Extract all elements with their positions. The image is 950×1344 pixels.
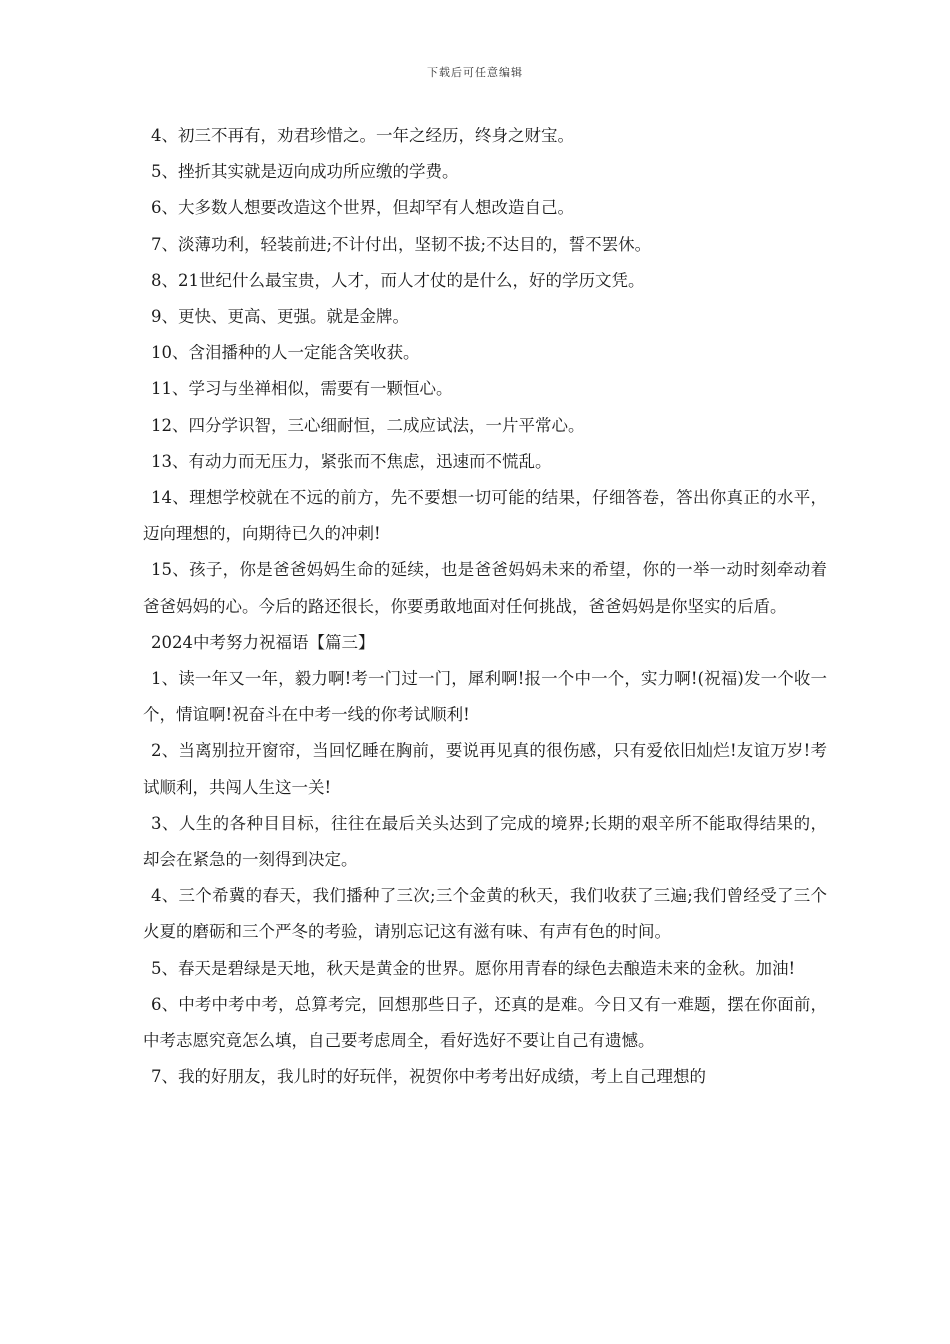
document-body [143,118,827,1095]
paragraph-9: 9、更快、更高、更强。就是金牌。 [151,307,409,327]
paragraph-7: 7、淡薄功利，轻装前进;不计付出，坚韧不拔;不达目的，誓不罢休。 [151,234,652,254]
section-heading: 2024中考努力祝福语【篇三】 [151,632,375,652]
wish-1: 1、读一年又一年，毅力啊!考一门过一门，犀利啊!报一个中一个，实力啊!(祝福)发一个收一个，情谊啊!祝奋斗在中考一线的你考试顺利! [143,669,827,725]
paragraph-12: 12、四分学识智，三心细耐恒，二成应试法，一片平常心。 [151,415,585,435]
wish-3: 3、人生的各种目目标，往往在最后关头达到了完成的境界;长期的艰辛所不能取得结果的，却会在紧急的一刻得到决定。 [143,813,827,870]
paragraph-5: 5、挫折其实就是迈向成功所应缴的学费。 [151,162,459,182]
paragraph-11: 11、学习与坐禅相似，需要有一颗恒心。 [151,379,453,399]
paragraph-15: 15、孩子，你是爸爸妈妈生命的延续，也是爸爸妈妈未来的希望，你的一举一动时刻牵动着爸爸妈妈的心。今后的路还很长，你要勇敢地面对任何挑战，爸爸妈妈是你坚实的后盾。 [143,560,827,616]
wish-5: 5、春天是碧绿是天地，秋天是黄金的世界。愿你用青春的绿色去酿造未来的金秋。加油! [151,958,796,978]
paragraph-13: 13、有动力而无压力，紧张而不焦虑，迅速而不慌乱。 [151,451,552,471]
paragraph-10: 10、含泪播种的人一定能含笑收获。 [151,343,420,363]
paragraph-4: 4、初三不再有，劝君珍惜之。一年之经历，终身之财宝。 [151,126,574,145]
paragraph-6: 6、大多数人想要改造这个世界，但却罕有人想改造自己。 [151,198,574,218]
page-header: 下载后可任意编辑 [427,66,523,79]
wish-7: 7、我的好朋友，我儿时的好玩伴，祝贺你中考考出好成绩，考上自己理想的 [151,1067,706,1087]
paragraph-14: 14、理想学校就在不远的前方，先不要想一切可能的结果，仔细答卷，答出你真正的水平，迈向理想的，向期待已久的冲刺! [143,488,827,544]
paragraph-8: 8、21世纪什么最宝贵，人才，而人才仗的是什么，好的学历文凭。 [151,270,645,290]
wish-6: 6、中考中考中考，总算考完，回想那些日子，还真的是难。今日又有一难题，摆在你面前，中考志愿究竟怎么填，自己要考虑周全，看好选好不要让自己有遗憾。 [143,994,827,1051]
wish-2: 2、当离别拉开窗帘，当回忆睡在胸前，要说再见真的很伤感，只有爱依旧灿烂!友谊万岁!考试顺利，共闯人生这一关! [143,741,827,797]
wish-4: 4、三个希冀的春天，我们播种了三次;三个金黄的秋天，我们收获了三遍;我们曾经受了三个火夏的磨砺和三个严冬的考验，请别忘记这有滋有味、有声有色的时间。 [143,886,827,942]
